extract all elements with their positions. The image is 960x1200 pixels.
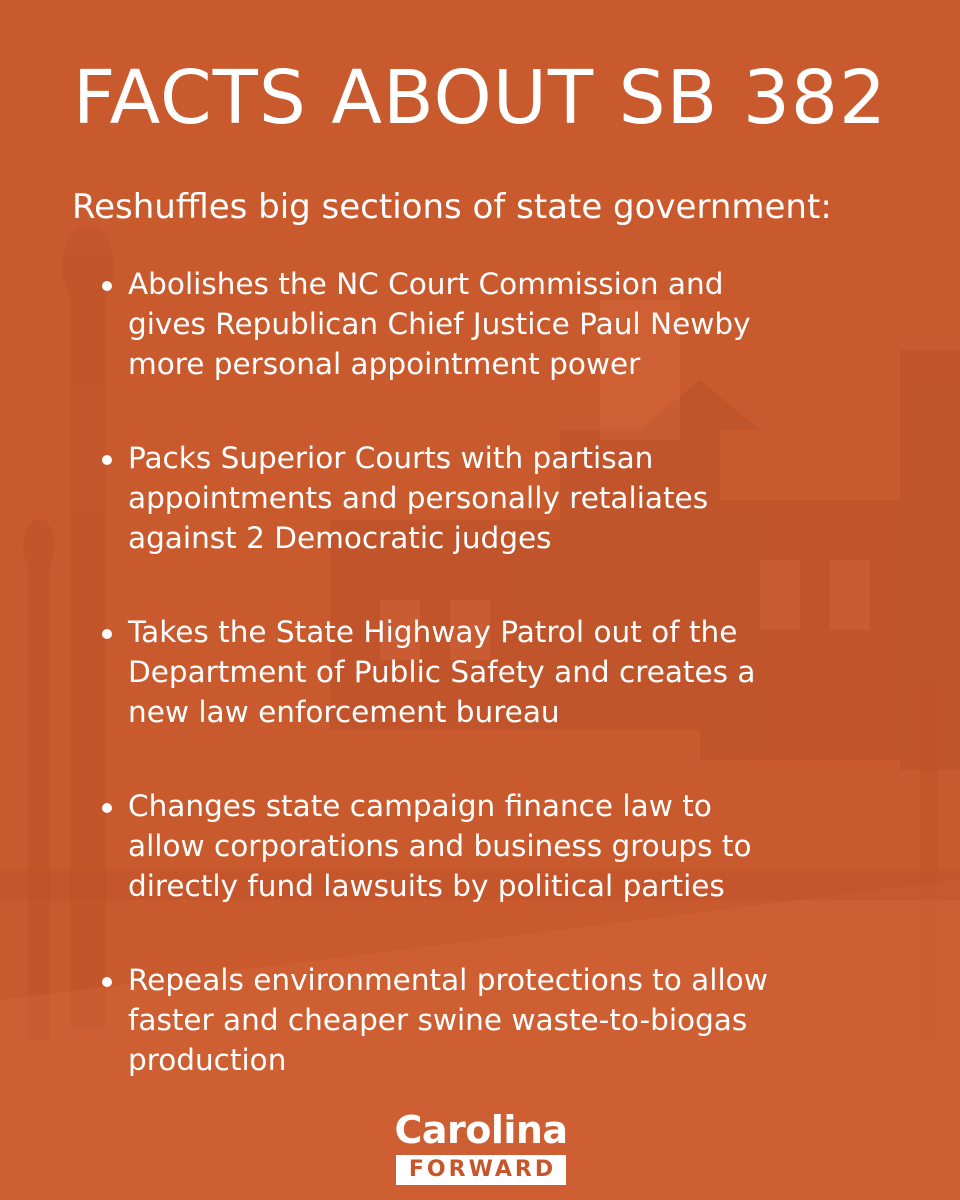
list-item [0,786,960,906]
logo-wordmark-badge: FORWARD [396,1155,566,1185]
list-item-line: against 2 Democratic judges [128,521,552,555]
facts-list [0,264,960,1134]
list-item-line: more personal appointment power [128,347,641,381]
intro-text: Reshuffles big sections of state government: [72,187,832,227]
bullet-dot-icon [102,629,112,639]
bullet-dot-icon [102,977,112,987]
list-item [0,960,960,1080]
list-item-line: Abolishes the NC Court Commission and [128,267,724,301]
list-item [0,438,960,558]
page-title: FACTS ABOUT SB 382 [72,55,888,141]
logo-wordmark-top: Carolina [394,1108,568,1152]
list-item-line: production [128,1043,287,1077]
list-item-line: allow corporations and business groups to [128,829,752,863]
list-item [0,264,960,384]
list-item-text [128,612,928,732]
list-item-text [128,960,928,1080]
list-item-text [128,438,928,558]
list-item-line: faster and cheaper swine waste-to-biogas [128,1003,748,1037]
list-item-line: Takes the State Highway Patrol out of the [128,615,738,649]
list-item-line: directly fund lawsuits by political parties [128,869,725,903]
carolina-forward-logo [386,1108,576,1185]
list-item-text [128,786,928,906]
list-item-text [128,264,928,384]
list-item-line: appointments and personally retaliates [128,481,709,515]
list-item-line: new law enforcement bureau [128,695,560,729]
bullet-dot-icon [102,455,112,465]
list-item-line: Packs Superior Courts with partisan [128,441,654,475]
list-item-line: Repeals environmental protections to allow [128,963,768,997]
list-item-line: gives Republican Chief Justice Paul Newby [128,307,751,341]
list-item-line: Changes state campaign finance law to [128,789,712,823]
list-item-line: Department of Public Safety and creates a [128,655,756,689]
bullet-dot-icon [102,803,112,813]
bullet-dot-icon [102,281,112,291]
list-item [0,612,960,732]
